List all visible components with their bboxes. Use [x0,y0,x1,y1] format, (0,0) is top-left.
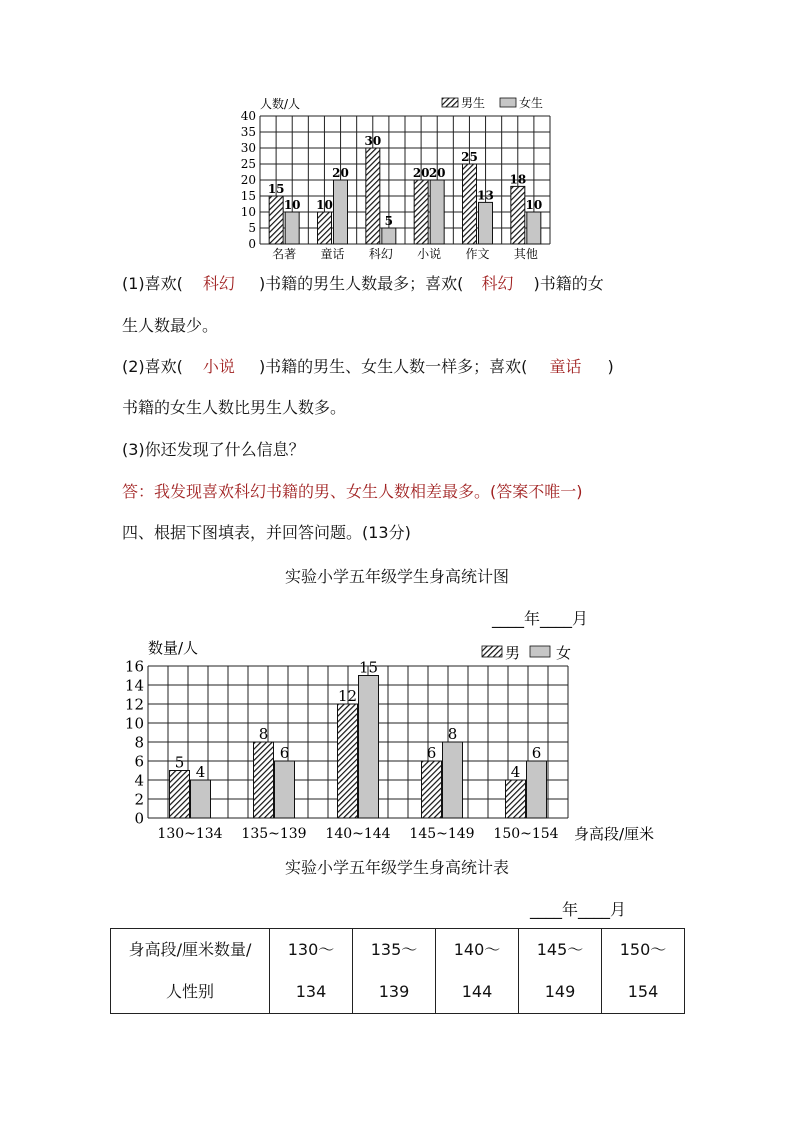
col-top: 140～ [453,940,501,959]
chart2-x-unit-label: 身高段/厘米 [574,825,655,843]
q2-text-b: )书籍的男生、女生人数一样多；喜欢( [258,357,528,376]
q1-answer-2: 科幻 [481,274,514,293]
chart2-legend [482,644,571,662]
female-bar-1 [334,180,348,244]
female-bar-4 [527,761,547,818]
category-label: 140~144 [325,826,391,842]
col-top: 130～ [287,940,335,959]
male-bar-4 [463,164,477,244]
female-bar-1 [275,761,295,818]
table-title: 实验小学五年级学生身高统计表 [284,858,509,877]
bar-value-label: 30 [364,134,382,148]
question-1-line-2: 生人数最少。 [122,316,219,335]
male-bar-1 [254,742,274,818]
q1-text-c: )书籍的女 [533,274,604,293]
height-chart [110,632,690,852]
col-bottom: 149 [544,982,576,1001]
question-3-answer: 答：我发现喜欢科幻书籍的男、女生人数相差最多。(答案不唯一) [122,482,583,501]
y-tick-label: 20 [240,173,256,188]
bar-value-label: 8 [447,725,458,743]
y-tick-label: 4 [134,771,144,790]
y-tick-label: 10 [240,205,256,220]
chart2-y-unit-label: 数量/人 [148,639,199,657]
y-tick-label: 30 [240,141,256,156]
legend-female-swatch [500,98,516,107]
q1-answer-1: 科幻 [202,274,235,293]
question-1-line-1 [122,273,604,295]
col-bottom: 154 [627,982,659,1001]
female-bar-3 [430,180,444,244]
table-col-140 [436,929,519,1014]
male-bar-0 [170,771,190,819]
bar-value-label: 5 [384,214,394,228]
legend-girl-swatch [530,646,550,657]
table-col-130 [270,929,353,1014]
q2-answer-1: 小说 [202,357,235,376]
legend-girl-label: 女 [556,644,572,662]
category-label: 小说 [417,247,442,261]
female-bar-0 [285,212,299,244]
bar-value-label: 6 [279,744,290,762]
chart2-y-ticks [125,657,144,827]
y-tick-label: 15 [240,189,256,204]
male-bar-3 [422,761,442,818]
chart2-bars [170,659,547,819]
bar-value-label: 15 [267,182,285,196]
col-bottom: 144 [461,982,493,1001]
question-2-line-1 [122,356,614,378]
chart1-category-labels [272,246,538,261]
col-bottom: 134 [295,982,327,1001]
y-tick-label: 35 [240,125,256,140]
female-bar-3 [443,742,463,818]
chart1-y-ticks [241,109,256,251]
male-bar-4 [506,780,526,818]
chart2-date-line: ____年____月 [492,609,589,628]
y-tick-label: 14 [124,676,144,695]
section-4-heading: 四、根据下图填表，并回答问题。(13分) [122,523,411,542]
bar-value-label: 4 [195,763,206,781]
female-bar-2 [359,676,379,819]
header-line-2: 人性别 [165,982,214,1001]
legend-male-label: 男生 [461,96,486,110]
legend-boy-swatch [482,646,502,657]
question-2-line-2: 书籍的女生人数比男生人数多。 [122,398,347,417]
female-bar-2 [382,228,396,244]
header-line-1: 身高段/厘米数量/ [128,940,252,959]
category-label: 童话 [320,247,345,261]
y-tick-label: 25 [240,157,256,172]
col-top: 135～ [370,940,418,959]
category-label: 其他 [513,247,538,261]
male-bar-5 [511,186,525,244]
bar-value-label: 12 [337,687,358,705]
table-col-145 [519,929,602,1014]
legend-boy-label: 男 [505,644,521,662]
category-label: 科幻 [368,247,393,261]
bar-value-label: 6 [531,744,542,762]
y-tick-label: 10 [124,714,144,733]
category-label: 135~139 [241,826,307,842]
height-statistics-table [110,928,685,1014]
male-bar-0 [269,196,283,244]
male-bar-2 [366,148,380,244]
chart1-y-unit-label: 人数/人 [260,97,301,111]
y-tick-label: 40 [240,109,256,124]
q1-text-b: )书籍的男生人数最多；喜欢( [258,274,464,293]
table-col-150 [602,929,685,1014]
y-tick-label: 0 [134,809,144,828]
book-preference-chart [230,90,570,265]
chart1-grid [260,116,550,244]
bar-value-label: 20 [428,166,446,180]
y-tick-label: 2 [134,790,144,809]
bar-value-label: 10 [283,198,301,212]
female-bar-5 [527,212,541,244]
bar-value-label: 18 [509,172,527,187]
table-col-135 [353,929,436,1014]
bar-value-label: 25 [461,150,478,164]
male-bar-3 [414,180,428,244]
category-label: 130~134 [157,826,223,842]
female-bar-4 [479,202,493,244]
bar-value-label: 6 [426,744,437,762]
legend-male-swatch [442,98,458,107]
bar-value-label: 10 [316,198,333,212]
bar-value-label: 10 [525,198,543,212]
question-3: (3)你还发现了什么信息？ [122,440,305,459]
table-header-cell [111,929,270,1014]
table-row [111,929,685,1014]
bar-value-label: 4 [510,763,521,781]
q2-answer-2: 童话 [549,357,582,376]
bar-value-label: 20 [332,166,349,180]
col-bottom: 139 [378,982,410,1001]
y-tick-label: 0 [248,237,256,252]
q2-text-a: (2)喜欢( [122,357,183,376]
col-top: 150～ [619,940,667,959]
y-tick-label: 6 [134,752,144,771]
bar-value-label: 15 [358,658,379,677]
female-bar-0 [191,780,211,818]
y-tick-label: 16 [124,657,144,676]
y-tick-label: 5 [248,221,256,236]
chart2-category-labels [157,826,558,842]
category-label: 名著 [272,247,297,261]
y-tick-label: 8 [134,733,144,752]
bar-value-label: 5 [174,753,185,772]
bar-value-label: 20 [412,166,430,180]
bar-value-label: 13 [477,188,494,203]
bar-value-label: 8 [258,725,269,743]
table-date-line: ____年____月 [530,900,627,919]
male-bar-1 [318,212,332,244]
col-top: 145～ [536,940,584,959]
category-label: 145~149 [409,826,475,842]
y-tick-label: 12 [124,695,144,714]
legend-female-label: 女生 [519,96,544,110]
male-bar-2 [338,704,358,818]
category-label: 150~154 [493,826,559,842]
chart2-title: 实验小学五年级学生身高统计图 [284,567,509,586]
q1-text-a: (1)喜欢( [122,274,183,293]
q2-text-c: ) [607,357,614,376]
category-label: 作文 [465,247,490,261]
chart1-legend [442,95,543,110]
